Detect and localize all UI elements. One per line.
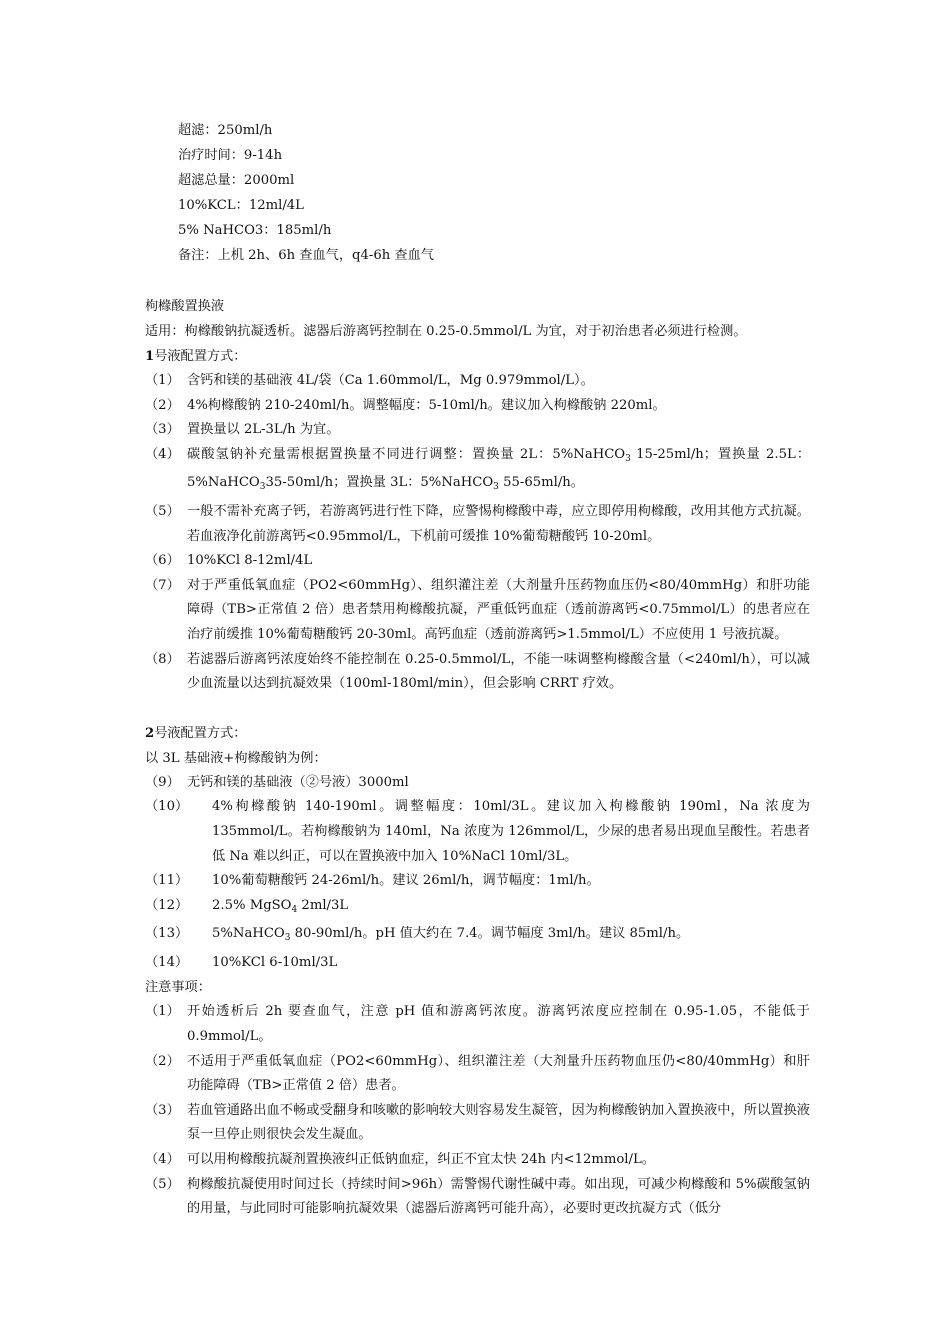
ultrafiltration-total: 超滤总量：2000ml [178,173,295,188]
item-text: 可以用枸橼酸抗凝剂置换液纠正低钠血症，纠正不宜太快 24h 内<12mmol/L。 [187,1152,655,1168]
item-number: （3） [145,422,180,438]
list-item [145,418,810,443]
item-text: 若血管通路出血不畅或受翻身和咳嗽的影响较大则容易发生凝管，因为枸橼酸钠加入置换液中，所以置换液泵一旦停止则很快会发生凝血。 [187,1102,810,1143]
solution1-heading [145,344,810,369]
solution2-example: 以 3L 基础液+枸橼酸钠为例： [145,750,327,766]
note-item [145,1148,810,1173]
item-number: （6） [145,553,180,569]
ultrafiltration-rate: 超滤：250ml/h [178,123,273,138]
list-item [145,795,810,869]
item-number: （11） [145,873,189,889]
spacer [145,697,810,721]
list-item [145,869,810,894]
solution1-heading-text: 号液配置方式： [154,349,247,364]
solution1-heading-number: 1 [145,349,155,364]
item-text: 置换量以 2L-3L/h 为宜。 [187,422,340,438]
item-number: （14） [145,954,189,970]
item-number: （10） [145,799,189,815]
item-number: （4） [145,446,180,462]
citrate-section [145,294,810,1222]
item-number: （1） [145,1004,180,1020]
list-item [145,894,810,923]
item-number: （7） [145,577,180,593]
item-number: （8） [145,651,180,667]
solution2-heading-text: 号液配置方式： [154,725,247,741]
solution2-heading-number: 2 [145,725,155,741]
list-item [145,951,810,976]
item-text: 10%葡萄糖酸钙 24-26ml/h。建议 26ml/h，调节幅度：1ml/h。 [212,873,600,889]
kcl-dose: 10%KCL：12ml/4L [178,198,304,213]
item-text: 一般不需补充离子钙，若游离钙进行性下降，应警惕枸橼酸中毒，应立即停用枸橼酸，改用其他方式抗凝。若血液净化前游离钙<0.95mmol/L，下机前可缓推 10%葡萄糖酸钙 10-20ml。 [187,503,810,544]
item-number: （5） [145,1176,180,1192]
section-title: 枸橼酸置换液 [145,299,225,314]
solution2-heading [145,721,810,746]
note-item [145,1173,810,1222]
item-text: 无钙和镁的基础液（②号液）3000ml [187,774,409,790]
list-item [145,771,810,796]
item-number: （9） [145,774,180,790]
item-number: （12） [145,897,189,913]
treatment-time: 治疗时间：9-14h [178,148,283,163]
item-number: （2） [145,397,180,413]
list-item [145,922,810,951]
item-text: 若滤器后游离钙浓度始终不能控制在 0.25-0.5mmol/L，不能一味调整枸橼酸含量（<240ml/h），可以减少血流量以达到抗凝效果（100ml-180ml/min），但会影响 CRRT 疗效。 [187,651,810,692]
item-text: 10%KCl 6-10ml/3L [212,954,338,970]
list-item [145,369,810,394]
item-text: 枸橼酸抗凝使用时间过长（持续时间>96h）需警惕代谢性碱中毒。如出现，可减少枸橼酸和 5%碳酸氢钠的用量，与此同时可能影响抗凝效果（滤器后游离钙可能升高），必要时更改抗凝方式（低分 [187,1176,810,1217]
item-text: 5%NaHCO$_3$ 80-90ml/h。pH 值大约在 7.4。调节幅度 3ml/h。建议 85ml/h。 [212,926,690,944]
item-number: （2） [145,1053,180,1069]
item-number: （1） [145,373,180,388]
list-item [145,549,810,574]
item-text: 不适用于严重低氧血症（PO2<60mmHg）、组织灌注差（大剂量升压药物血压仍<80/40mmHg）和肝功能障碍（TB>正常值 2 倍）患者。 [187,1053,810,1094]
note-item [145,1000,810,1049]
item-number: （3） [145,1102,180,1118]
remarks: 备注：上机 2h、6h 查血气，q4-6h 查血气 [178,248,434,263]
nahco3-dose: 5% NaHCO3：185ml/h [178,223,332,238]
item-text: 碳酸氢钠补充量需根据置换量不同进行调整：置换量 2L：5%NaHCO$_3$ 15-25ml/h；置换量 2.5L：5%NaHCO$_3$35-50ml/h；置换量 3L：5%NaHCO$_3$ 55-65ml/h。 [187,446,811,493]
applicable-text: 适用：枸橼酸钠抗凝透析。滤器后游离钙控制在 0.25-0.5mmol/L 为宜，对于初治患者必须进行检测。 [145,324,747,339]
item-text: 2.5% MgSO$_4$ 2ml/3L [212,897,349,915]
list-item [145,574,810,648]
item-text: 对于严重低氧血症（PO2<60mmHg）、组织灌注差（大剂量升压药物血压仍<80/40mmHg）和肝功能障碍（TB>正常值 2 倍）患者禁用枸橼酸抗凝，严重低钙血症（透前游离钙<0.75mmol/L）的患者应在治疗前缓推 10%葡萄糖酸钙 20-30ml。高钙血症（透前游离钙>1.5mmol/L）不应使用 1 号液抗凝。 [187,577,810,642]
item-number: （13） [145,926,189,942]
item-text: 开始透析后 2h 要查血气，注意 pH 值和游离钙浓度。游离钙浓度应控制在 0.95-1.05，不能低于 0.9mmol/L。 [187,1004,810,1045]
list-item [145,394,810,419]
item-text: 4%枸橼酸钠 210-240ml/h。调整幅度：5-10ml/h。建议加入枸橼酸钠 220ml。 [187,397,666,413]
notes-title: 注意事项： [145,980,211,996]
item-text: 含钙和镁的基础液 4L/袋（Ca 1.60mmol/L，Mg 0.979mmol/L）。 [187,373,594,388]
treatment-parameters [178,118,434,268]
item-text: 4%枸橼酸钠 140-190ml。调整幅度：10ml/3L。建议加入枸橼酸钠 190ml，Na 浓度为 135mmol/L。若枸橼酸钠为 140ml，Na 浓度为 126mmol/L，少尿的患者易出现血呈酸性。若患者低 Na 难以纠正，可以在置换液中加入 10%NaCl 10ml/3L。 [212,799,810,864]
note-item [145,1050,810,1099]
note-item [145,1099,810,1148]
item-number: （5） [145,503,180,519]
item-text: 10%KCl 8-12ml/4L [187,553,313,569]
item-number: （4） [145,1152,180,1168]
list-item [145,648,810,697]
list-item [145,500,810,549]
list-item [145,443,810,500]
